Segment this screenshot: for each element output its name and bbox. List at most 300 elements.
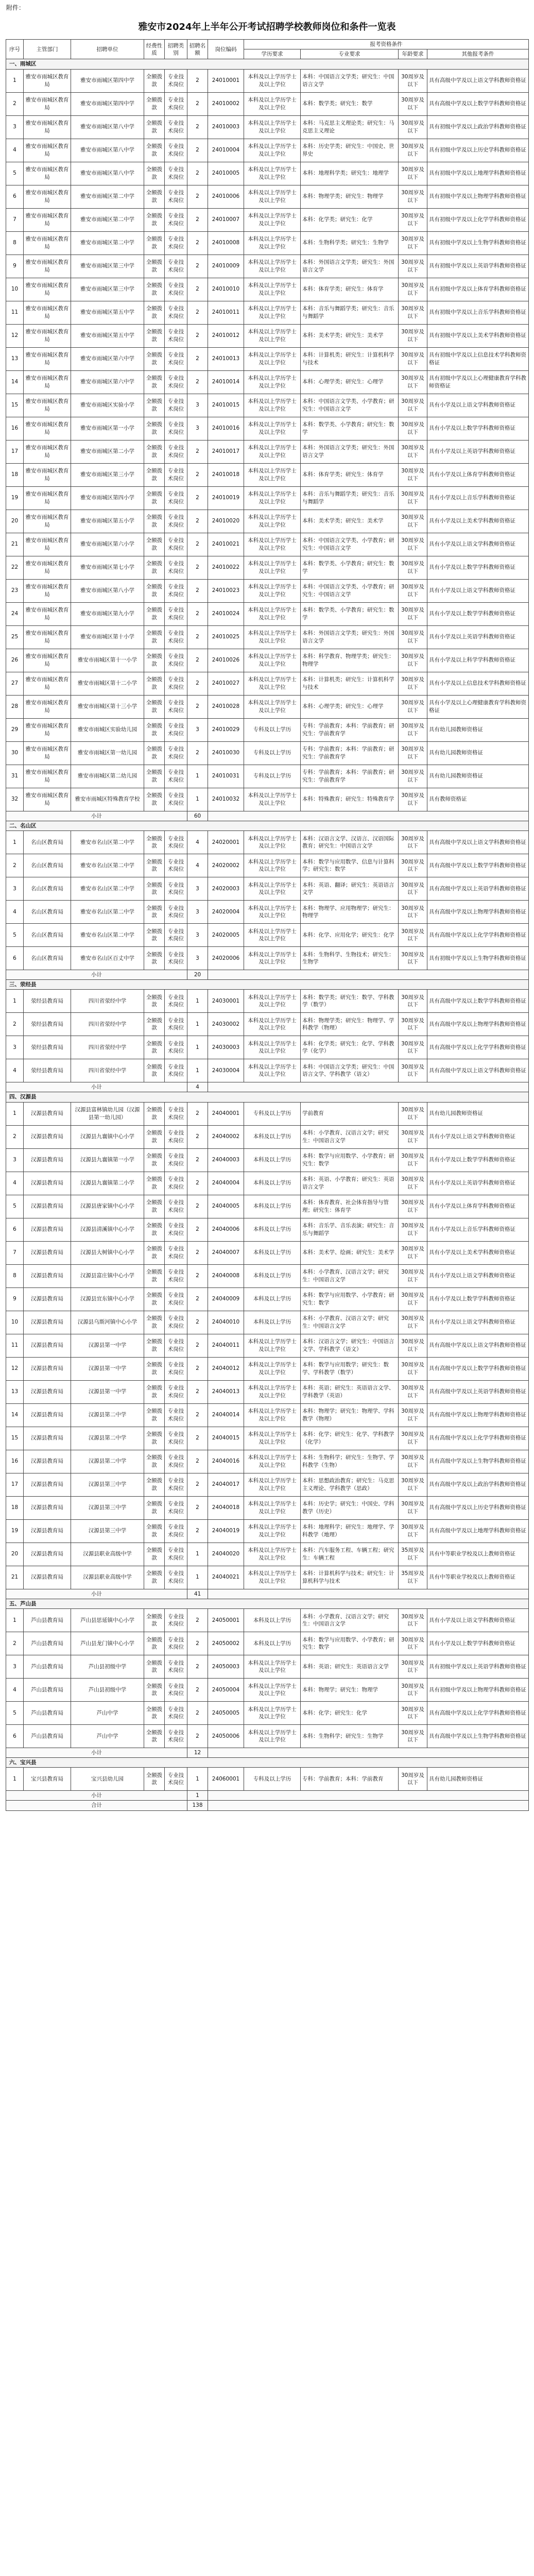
cell-dept: 汉源县教育局 [24, 1102, 71, 1125]
cell-code: 24040001 [208, 1102, 244, 1125]
cell-quota: 2 [187, 1608, 208, 1632]
total-empty [208, 1801, 529, 1810]
subtotal-quota: 1 [187, 1791, 208, 1801]
cell-nature: 全额拨款 [144, 1218, 165, 1241]
cell-unit: 雅安市雨城区第六中学 [71, 347, 144, 370]
table-row [6, 788, 529, 811]
total-row [6, 1801, 529, 1810]
table-row [6, 1013, 529, 1036]
cell-type: 专业技术岗位 [165, 510, 187, 533]
cell-type: 专业技术岗位 [165, 1768, 187, 1791]
cell-unit: 雅安市名山区第二中学 [71, 900, 144, 923]
cell-nature: 全额拨款 [144, 579, 165, 602]
table-row [6, 1334, 529, 1357]
cell-unit: 芦山县思延镇中心小学 [71, 1608, 144, 1632]
cell-code: 24040003 [208, 1148, 244, 1172]
cell-code: 24010021 [208, 533, 244, 556]
cell-no: 5 [6, 1195, 24, 1218]
cell-dept: 汉源县教育局 [24, 1172, 71, 1195]
cell-no: 19 [6, 486, 24, 510]
cell-unit: 汉源县九襄镇中心小学 [71, 1125, 144, 1148]
cell-other: 具有初级中学及以上信息技术学科教师资格证 [427, 347, 529, 370]
cell-type: 专业技术岗位 [165, 324, 187, 347]
cell-age: 30周岁及以下 [399, 990, 427, 1013]
cell-code: 24030001 [208, 990, 244, 1013]
header-major: 专业要求 [301, 49, 399, 59]
cell-no: 6 [6, 946, 24, 970]
cell-dept: 荥经县教育局 [24, 990, 71, 1013]
cell-no: 4 [6, 1059, 24, 1082]
cell-code: 24010007 [208, 208, 244, 231]
table-row [6, 765, 529, 788]
cell-dept: 汉源县教育局 [24, 1357, 71, 1380]
cell-major: 本科：英语、翻译；研究生：英语语言文学 [301, 877, 399, 900]
section-name: 六、宝兴县 [6, 1758, 529, 1768]
cell-age: 30周岁及以下 [399, 1450, 427, 1473]
cell-quota: 2 [187, 1102, 208, 1125]
cell-unit: 雅安市雨城区第四中学 [71, 69, 144, 92]
cell-code: 24010022 [208, 556, 244, 579]
cell-age: 30周岁及以下 [399, 1701, 427, 1724]
cell-no: 18 [6, 1496, 24, 1519]
cell-other: 具有初级中学及以上体育学科教师资格证 [427, 278, 529, 301]
cell-code: 24010018 [208, 463, 244, 486]
cell-other: 具有高级中学及以上数学学科教师资格证 [427, 990, 529, 1013]
cell-quota: 2 [187, 370, 208, 394]
cell-age: 30周岁及以下 [399, 1013, 427, 1036]
cell-no: 20 [6, 510, 24, 533]
cell-no: 4 [6, 900, 24, 923]
cell-dept: 雅安市雨城区教育局 [24, 556, 71, 579]
cell-no: 4 [6, 139, 24, 162]
table-row [6, 1311, 529, 1334]
cell-major: 本科：物理学、应用物理学；研究生：物理学 [301, 900, 399, 923]
section-header [6, 821, 529, 831]
cell-code: 24030004 [208, 1059, 244, 1082]
cell-type: 专业技术岗位 [165, 1655, 187, 1678]
cell-age: 30周岁及以下 [399, 301, 427, 324]
cell-major: 本科：汉语言文学；研究生：中国语言文学、学科教学（语文） [301, 1334, 399, 1357]
cell-unit: 雅安市雨城区实验小学 [71, 394, 144, 417]
cell-dept: 芦山县教育局 [24, 1632, 71, 1655]
cell-code: 24040020 [208, 1543, 244, 1566]
table-row [6, 255, 529, 278]
cell-unit: 雅安市雨城区第八中学 [71, 162, 144, 185]
table-row [6, 1403, 529, 1427]
cell-nature: 全额拨款 [144, 923, 165, 946]
cell-age: 30周岁及以下 [399, 1334, 427, 1357]
cell-nature: 全额拨款 [144, 1125, 165, 1148]
cell-nature: 全额拨款 [144, 115, 165, 139]
cell-nature: 全额拨款 [144, 510, 165, 533]
cell-major: 本科：计算机类；研究生：计算机科学与技术 [301, 672, 399, 695]
cell-no: 5 [6, 1701, 24, 1724]
cell-no: 13 [6, 347, 24, 370]
cell-other: 具有小学及以上音乐学科教师资格证 [427, 1218, 529, 1241]
cell-edu: 本科及以上学历学士及以上学位 [244, 162, 301, 185]
cell-age: 30周岁及以下 [399, 139, 427, 162]
cell-dept: 汉源县教育局 [24, 1148, 71, 1172]
cell-code: 24010017 [208, 440, 244, 463]
cell-edu: 本科及以上学历学士及以上学位 [244, 139, 301, 162]
cell-unit: 四川省荥经中学 [71, 990, 144, 1013]
cell-other: 具有高级中学及以上语文学科教师资格证 [427, 1059, 529, 1082]
cell-code: 24050004 [208, 1678, 244, 1701]
cell-dept: 雅安市雨城区教育局 [24, 278, 71, 301]
cell-age: 30周岁及以下 [399, 1473, 427, 1496]
cell-code: 24010020 [208, 510, 244, 533]
cell-edu: 本科及以上学历学士及以上学位 [244, 347, 301, 370]
cell-type: 专业技术岗位 [165, 695, 187, 718]
cell-code: 24050005 [208, 1701, 244, 1724]
cell-other: 具有小学及以上语文学科教师资格证 [427, 533, 529, 556]
cell-major: 本科：化学类；研究生：化学 [301, 208, 399, 231]
cell-quota: 2 [187, 695, 208, 718]
cell-dept: 雅安市雨城区教育局 [24, 394, 71, 417]
cell-nature: 全额拨款 [144, 672, 165, 695]
cell-dept: 汉源县教育局 [24, 1334, 71, 1357]
cell-other: 具有高级中学及以上语文学科教师资格证 [427, 1334, 529, 1357]
cell-no: 1 [6, 1768, 24, 1791]
cell-quota: 2 [187, 347, 208, 370]
cell-other: 具有高级中学及以上化学学科教师资格证 [427, 1701, 529, 1724]
cell-other: 具有教师资格证 [427, 788, 529, 811]
subtotal-empty [208, 1589, 529, 1599]
cell-edu: 专科及以上学历 [244, 741, 301, 765]
cell-edu: 本科及以上学历学士及以上学位 [244, 649, 301, 672]
cell-age: 30周岁及以下 [399, 533, 427, 556]
cell-major: 本科：生物科学类；研究生：生物学 [301, 231, 399, 255]
cell-type: 专业技术岗位 [165, 854, 187, 877]
cell-nature: 全额拨款 [144, 301, 165, 324]
cell-major: 本科：化学；研究生：化学、学科教学（化学） [301, 1427, 399, 1450]
cell-major: 本科：数学类；研究生：数学、学科教学（数学） [301, 990, 399, 1013]
cell-edu: 本科及以上学历学士及以上学位 [244, 255, 301, 278]
cell-edu: 本科及以上学历学士及以上学位 [244, 324, 301, 347]
cell-other: 具有小学及以上语文学科教师资格证 [427, 1125, 529, 1148]
cell-dept: 汉源县教育局 [24, 1218, 71, 1241]
cell-age: 30周岁及以下 [399, 1172, 427, 1195]
subtotal-row [6, 1748, 529, 1757]
cell-type: 专业技术岗位 [165, 463, 187, 486]
cell-no: 29 [6, 718, 24, 741]
cell-dept: 雅安市雨城区教育局 [24, 579, 71, 602]
cell-quota: 2 [187, 1724, 208, 1748]
cell-no: 10 [6, 278, 24, 301]
cell-edu: 本科及以上学历学士及以上学位 [244, 1496, 301, 1519]
cell-quota: 2 [187, 579, 208, 602]
cell-type: 专业技术岗位 [165, 1380, 187, 1403]
cell-edu: 本科及以上学历学士及以上学位 [244, 602, 301, 625]
cell-other: 具有初级中学及以上生物学科教师资格证 [427, 946, 529, 970]
table-row [6, 741, 529, 765]
cell-other: 具有初级中学及以上生物学科教师资格证 [427, 231, 529, 255]
cell-type: 专业技术岗位 [165, 394, 187, 417]
cell-type: 专业技术岗位 [165, 765, 187, 788]
cell-edu: 本科及以上学历学士及以上学位 [244, 1519, 301, 1543]
cell-type: 专业技术岗位 [165, 1678, 187, 1701]
cell-type: 专业技术岗位 [165, 1264, 187, 1287]
cell-no: 8 [6, 1264, 24, 1287]
cell-quota: 2 [187, 208, 208, 231]
cell-type: 专业技术岗位 [165, 877, 187, 900]
cell-major: 本科：化学；研究生：化学 [301, 1701, 399, 1724]
cell-edu: 本科及以上学历学士及以上学位 [244, 1059, 301, 1082]
cell-no: 25 [6, 625, 24, 649]
subtotal-quota: 12 [187, 1748, 208, 1757]
cell-dept: 雅安市雨城区教育局 [24, 765, 71, 788]
cell-other: 具有小学及以上语文学科教师资格证 [427, 1608, 529, 1632]
cell-major: 本科：数学与应用数学、小学教育；研究生：数学 [301, 1148, 399, 1172]
cell-other: 具有小学及以上英语学科教师资格证 [427, 440, 529, 463]
cell-code: 24040005 [208, 1195, 244, 1218]
cell-edu: 本科及以上学历学士及以上学位 [244, 1403, 301, 1427]
cell-nature: 全额拨款 [144, 1496, 165, 1519]
table-row [6, 1218, 529, 1241]
subtotal-row [6, 1791, 529, 1801]
cell-unit: 汉源县唐家镇中心小学 [71, 1195, 144, 1218]
cell-dept: 雅安市雨城区教育局 [24, 440, 71, 463]
cell-code: 24040010 [208, 1311, 244, 1334]
cell-other: 具有高级中学及以上语文学科教师资格证 [427, 69, 529, 92]
table-row [6, 1287, 529, 1311]
cell-unit: 雅安市雨城区第八小学 [71, 579, 144, 602]
cell-no: 15 [6, 394, 24, 417]
cell-age: 30周岁及以下 [399, 900, 427, 923]
cell-nature: 全额拨款 [144, 1403, 165, 1427]
cell-major: 本科：英语；研究生：英语语言文学、学科教学（英语） [301, 1380, 399, 1403]
cell-major: 本科：数学类、小学教育；研究生：数学 [301, 417, 399, 440]
cell-edu: 本科及以上学历学士及以上学位 [244, 1678, 301, 1701]
cell-no: 2 [6, 92, 24, 115]
cell-type: 专业技术岗位 [165, 1608, 187, 1632]
table-row [6, 900, 529, 923]
cell-unit: 汉源县富庄镇中心小学 [71, 1264, 144, 1287]
cell-no: 10 [6, 1311, 24, 1334]
cell-unit: 汉源县九襄镇第一小学 [71, 1148, 144, 1172]
cell-unit: 雅安市雨城区第十小学 [71, 625, 144, 649]
cell-unit: 雅安市雨城区第五中学 [71, 324, 144, 347]
section-name: 一、雨城区 [6, 59, 529, 69]
cell-quota: 3 [187, 923, 208, 946]
table-row [6, 1632, 529, 1655]
cell-other: 具有高级中学及以上地理学科教师资格证 [427, 1519, 529, 1543]
cell-quota: 2 [187, 1678, 208, 1701]
cell-dept: 汉源县教育局 [24, 1403, 71, 1427]
section-name: 二、名山区 [6, 821, 529, 831]
cell-age: 30周岁及以下 [399, 1768, 427, 1791]
total-label: 合计 [6, 1801, 187, 1810]
cell-unit: 雅安市雨城区第五小学 [71, 510, 144, 533]
cell-code: 24010016 [208, 417, 244, 440]
cell-no: 1 [6, 990, 24, 1013]
cell-unit: 汉源县第三中学 [71, 1473, 144, 1496]
cell-nature: 全额拨款 [144, 1632, 165, 1655]
cell-unit: 雅安市名山区百丈中学 [71, 946, 144, 970]
cell-code: 24040021 [208, 1566, 244, 1589]
cell-edu: 本科及以上学历 [244, 1172, 301, 1195]
cell-no: 13 [6, 1380, 24, 1403]
cell-other: 具有高级中学及以上政治学科教师资格证 [427, 1473, 529, 1496]
header-dept: 主管部门 [24, 40, 71, 59]
cell-code: 24010015 [208, 394, 244, 417]
cell-major: 本科：中国语言文学类、小学教育；研究生：中国语言文学 [301, 533, 399, 556]
cell-code: 24040016 [208, 1450, 244, 1473]
cell-unit: 雅安市雨城区第二中学 [71, 208, 144, 231]
cell-edu: 本科及以上学历学士及以上学位 [244, 1473, 301, 1496]
cell-age: 30周岁及以下 [399, 347, 427, 370]
cell-no: 32 [6, 788, 24, 811]
header-edu: 学历要求 [244, 49, 301, 59]
cell-quota: 2 [187, 1473, 208, 1496]
cell-unit: 芦山县初级中学 [71, 1678, 144, 1701]
cell-quota: 2 [187, 1334, 208, 1357]
cell-unit: 雅安市名山区第二中学 [71, 854, 144, 877]
cell-dept: 雅安市雨城区教育局 [24, 602, 71, 625]
cell-dept: 汉源县教育局 [24, 1450, 71, 1473]
cell-other: 具有初级中学及以上地理学科教师资格证 [427, 162, 529, 185]
cell-edu: 本科及以上学历学士及以上学位 [244, 278, 301, 301]
cell-code: 24040007 [208, 1241, 244, 1264]
table-row [6, 115, 529, 139]
cell-major: 本科：物理学；研究生：物理学 [301, 1678, 399, 1701]
cell-dept: 名山区教育局 [24, 854, 71, 877]
cell-age: 30周岁及以下 [399, 486, 427, 510]
cell-quota: 2 [187, 672, 208, 695]
cell-edu: 本科及以上学历学士及以上学位 [244, 69, 301, 92]
cell-age: 30周岁及以下 [399, 370, 427, 394]
table-row [6, 672, 529, 695]
cell-nature: 全额拨款 [144, 1059, 165, 1082]
subtotal-empty [208, 1791, 529, 1801]
table-body [6, 59, 529, 1810]
cell-dept: 芦山县教育局 [24, 1678, 71, 1701]
cell-age: 30周岁及以下 [399, 510, 427, 533]
table-row [6, 1519, 529, 1543]
cell-age: 30周岁及以下 [399, 877, 427, 900]
cell-quota: 2 [187, 1241, 208, 1264]
cell-unit: 汉源县第二中学 [71, 1403, 144, 1427]
table-row [6, 649, 529, 672]
table-row [6, 1655, 529, 1678]
cell-edu: 本科及以上学历学士及以上学位 [244, 556, 301, 579]
cell-dept: 雅安市雨城区教育局 [24, 162, 71, 185]
cell-code: 24020004 [208, 900, 244, 923]
cell-code: 24010002 [208, 92, 244, 115]
cell-major: 本科：思想政治教育；研究生：马克思主义理论、学科教学（思政） [301, 1473, 399, 1496]
cell-age: 30周岁及以下 [399, 695, 427, 718]
cell-dept: 名山区教育局 [24, 946, 71, 970]
cell-other: 具有小学及以上英语学科教师资格证 [427, 1172, 529, 1195]
cell-dept: 荥经县教育局 [24, 1059, 71, 1082]
header-no: 序号 [6, 40, 24, 59]
cell-other: 具有高级中学及以上数学学科教师资格证 [427, 854, 529, 877]
cell-major: 本科：生物科学；研究生：生物学 [301, 1724, 399, 1748]
cell-unit: 汉源县大树镇中心小学 [71, 1241, 144, 1264]
cell-edu: 本科及以上学历学士及以上学位 [244, 831, 301, 854]
cell-nature: 全额拨款 [144, 741, 165, 765]
cell-major: 本科：音乐学、音乐表演；研究生：音乐与舞蹈学 [301, 1218, 399, 1241]
cell-major: 本科：小学教育、汉语言文学；研究生：中国语言文学 [301, 1264, 399, 1287]
header-group: 报考资格条件 [244, 40, 529, 49]
cell-type: 专业技术岗位 [165, 1724, 187, 1748]
cell-other: 具有高级中学及以上语文学科教师资格证 [427, 831, 529, 854]
cell-no: 18 [6, 463, 24, 486]
subtotal-label: 小计 [6, 1589, 187, 1599]
cell-unit: 芦山中学 [71, 1724, 144, 1748]
cell-dept: 汉源县教育局 [24, 1496, 71, 1519]
table-row [6, 1566, 529, 1589]
table-row [6, 946, 529, 970]
cell-unit: 汉源县第三中学 [71, 1519, 144, 1543]
cell-nature: 全额拨款 [144, 625, 165, 649]
cell-age: 30周岁及以下 [399, 278, 427, 301]
table-row [6, 923, 529, 946]
cell-age: 35周岁及以下 [399, 1543, 427, 1566]
cell-dept: 雅安市雨城区教育局 [24, 208, 71, 231]
cell-age: 30周岁及以下 [399, 1148, 427, 1172]
cell-dept: 雅安市雨城区教育局 [24, 463, 71, 486]
cell-unit: 汉源县宜东镇中心小学 [71, 1287, 144, 1311]
cell-no: 1 [6, 69, 24, 92]
table-row [6, 602, 529, 625]
cell-no: 8 [6, 231, 24, 255]
cell-edu: 本科及以上学历学士及以上学位 [244, 92, 301, 115]
cell-nature: 全额拨款 [144, 695, 165, 718]
cell-type: 专业技术岗位 [165, 1172, 187, 1195]
cell-age: 30周岁及以下 [399, 1496, 427, 1519]
cell-unit: 雅安市雨城区第二小学 [71, 440, 144, 463]
cell-dept: 雅安市雨城区教育局 [24, 672, 71, 695]
cell-code: 24030002 [208, 1013, 244, 1036]
cell-no: 6 [6, 185, 24, 208]
cell-code: 24010008 [208, 231, 244, 255]
cell-type: 专业技术岗位 [165, 1450, 187, 1473]
cell-unit: 雅安市雨城区第十三小学 [71, 695, 144, 718]
cell-dept: 汉源县教育局 [24, 1380, 71, 1403]
cell-no: 17 [6, 440, 24, 463]
cell-no: 3 [6, 1148, 24, 1172]
cell-quota: 2 [187, 1218, 208, 1241]
cell-unit: 汉源县第一中学 [71, 1334, 144, 1357]
cell-age: 35周岁及以下 [399, 1566, 427, 1589]
cell-quota: 2 [187, 1655, 208, 1678]
cell-other: 具有高级中学及以上物理学科教师资格证 [427, 1013, 529, 1036]
cell-other: 具有小学及以上数学学科教师资格证 [427, 1632, 529, 1655]
table-row [6, 440, 529, 463]
cell-nature: 全额拨款 [144, 440, 165, 463]
cell-code: 24020002 [208, 854, 244, 877]
table-row [6, 1608, 529, 1632]
cell-edu: 本科及以上学历 [244, 1264, 301, 1287]
cell-code: 24020001 [208, 831, 244, 854]
cell-unit: 雅安市雨城区第六小学 [71, 533, 144, 556]
cell-quota: 2 [187, 1632, 208, 1655]
cell-code: 24040019 [208, 1519, 244, 1543]
cell-quota: 3 [187, 718, 208, 741]
table-row [6, 1059, 529, 1082]
table-row [6, 139, 529, 162]
subtotal-row [6, 811, 529, 821]
cell-major: 本科：美术学、绘画；研究生：美术学 [301, 1241, 399, 1264]
cell-no: 1 [6, 1608, 24, 1632]
cell-major: 本科：数学与应用数学；研究生：数学、学科教学（数学） [301, 1357, 399, 1380]
cell-dept: 雅安市雨城区教育局 [24, 718, 71, 741]
cell-type: 专业技术岗位 [165, 1473, 187, 1496]
cell-age: 30周岁及以下 [399, 1195, 427, 1218]
table-row [6, 1496, 529, 1519]
cell-code: 24010026 [208, 649, 244, 672]
